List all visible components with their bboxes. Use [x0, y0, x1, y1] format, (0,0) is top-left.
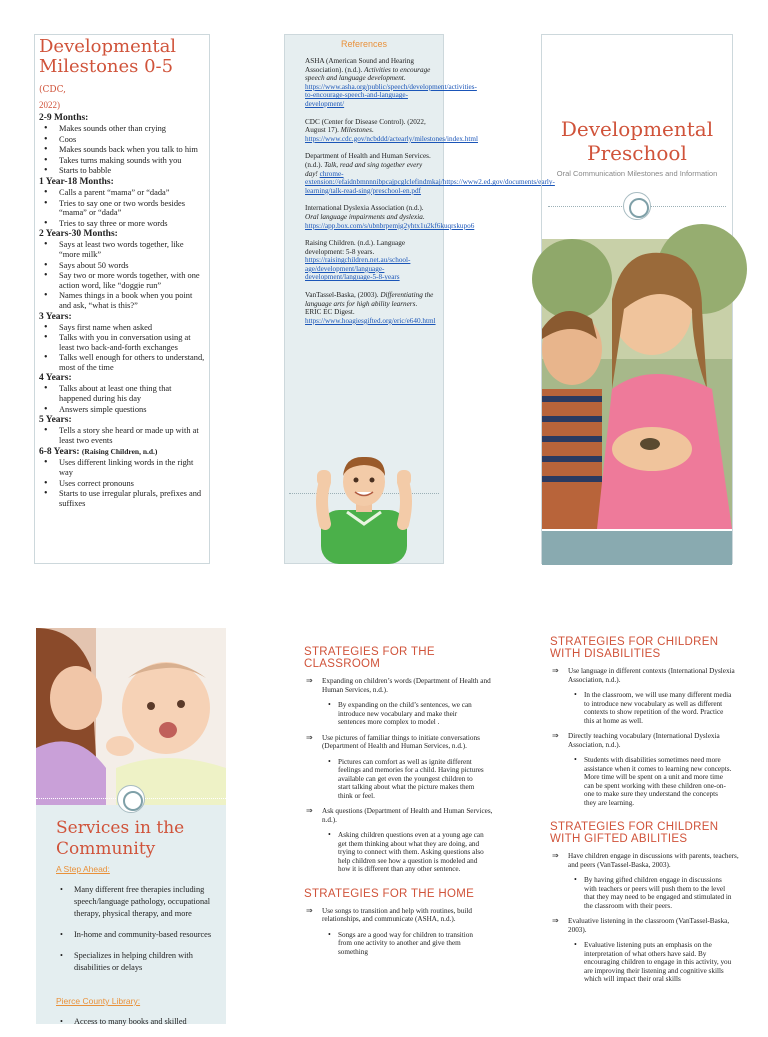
service-item: • In-home and community-based resources [56, 929, 224, 941]
service-item: • Access to many books and skilled [56, 1016, 224, 1028]
children-photo [542, 239, 732, 529]
milestone-list [39, 188, 205, 228]
age-citation: (Raising Children, n.d.) [81, 447, 158, 457]
gifted-list [550, 852, 742, 984]
milestones-title: Developmental Milestones 0-5 (CDC, [39, 36, 177, 95]
services-list-step-ahead [56, 884, 224, 983]
strategy-item [550, 917, 742, 934]
gifted-heading: STRATEGIES FOR CHILDREN WITH GIFTED ABILITIES [550, 821, 719, 845]
arrow-icon: ⇒ [306, 676, 313, 685]
reference-text: Raising Children. (n.d.). Language development: 5-8 years. [305, 239, 406, 256]
arrow-icon: ⇒ [552, 731, 559, 740]
arrow-icon: ⇒ [306, 732, 313, 742]
service-item: • Many different free therapies including speech/language pathology, occupational therapy, physical therapy, and more [56, 884, 224, 920]
services-subheading-step-ahead: A Step Ahead: [56, 864, 110, 874]
milestone-item: • Say two or more words together, with one action word, like “doggie run” [39, 271, 205, 290]
references-heading: References [340, 39, 388, 49]
services-subheading-library: Pierce County Library: [56, 996, 141, 1006]
milestone-item: • Talks well enough for others to understand, most of the time [39, 353, 205, 372]
disabilities-heading: STRATEGIES FOR CHILDREN WITH DISABILITIES [550, 636, 719, 660]
milestone-item: • Talks about at least one thing that happened during his day [39, 384, 205, 403]
strategy-detail: • Evaluative listening puts an emphasis on the interpretation of what others have said. By encouraging children to engage in this activity, you are improving their listening and cognitive skills which will impact their oral skills [550, 941, 742, 984]
ring-ornament [117, 785, 145, 813]
strategy-detail: • By having gifted children engage in discussions with teachers or peers will push them to the level that they may need to be engaged and stimulated in the classroom with their peers. [550, 876, 742, 910]
milestone-item: • Starts to use irregular plurals, prefixes and suffixes [39, 489, 205, 508]
milestone-age-heading [39, 446, 205, 458]
milestone-age-heading [39, 177, 205, 188]
milestone-item: • Says at least two words together, like “more milk” [39, 240, 205, 259]
milestone-item: • Tries to say three or more words [39, 219, 205, 229]
strategy-item [304, 807, 494, 824]
milestone-age-heading [39, 113, 205, 124]
ring-ornament [623, 192, 651, 220]
arrow-icon: ⇒ [306, 905, 313, 915]
age-label: 3 Years: [39, 311, 72, 322]
services-list-library [56, 1016, 224, 1037]
disabilities-list [550, 667, 742, 807]
milestone-item: • Makes sounds other than crying [39, 124, 205, 134]
strategy-text: Directly teaching vocabulary (International Dyslexia Association, n.d.). [568, 732, 720, 749]
classroom-heading: STRATEGIES FOR THE CLASSROOM [304, 646, 435, 670]
strategies-disabilities-gifted-panel [550, 636, 742, 1024]
references-panel [284, 34, 555, 564]
milestone-age-heading [39, 415, 205, 426]
strategy-item [550, 852, 742, 869]
strategy-detail: • Songs are a good way for children to transition from one activity to another and give them something [304, 931, 494, 957]
references-list [285, 49, 555, 325]
cover-band [542, 531, 732, 565]
reference-link[interactable]: https://raisingchildren.net.au/school-age/development/language-development/language-5-8-years [305, 256, 411, 282]
cover-panel [541, 34, 733, 564]
strategy-item [304, 677, 494, 694]
reference-text-after: . [403, 74, 406, 83]
reference-title: Oral language impairments and dyslexia [305, 212, 423, 221]
strategy-detail: • Asking children questions even at a young age can get them thinking about what they are doing, and trying to connect with them. Asking questions also help children see how a question is modeled and how it is different than any other sentence. [304, 831, 494, 874]
arrow-icon: ⇒ [552, 666, 559, 675]
reference-link[interactable]: chrome-extension://efaidnbmnnnibpcajpcglclefindmkaj/https://www2.ed.gov/documents/early-learning/talk-read-sing/preschool-en.pdf [305, 169, 555, 195]
milestones-list [39, 113, 205, 508]
milestone-item: • Makes sounds back when you talk to him [39, 145, 205, 155]
strategy-detail: • By expanding on the child’s sentences, we can introduce new vocabulary and make their sentences more complex to model . [304, 701, 494, 727]
cover-subtitle: Oral Communication Milestones and Information [556, 169, 718, 178]
reference-entry [305, 204, 475, 230]
strategy-text: Use pictures of familiar things to initiate conversations (Department of Health and Human Services, n.d.). [322, 733, 480, 750]
milestone-item: • Tries to say one or two words besides “mama” or “dada” [39, 199, 205, 218]
milestone-list [39, 240, 205, 310]
arrow-icon: ⇒ [306, 806, 313, 815]
reference-text: Department of Health and Human Services. (n.d.). [305, 152, 431, 169]
mother-baby-photo [36, 628, 226, 805]
reference-entry [305, 117, 478, 144]
reference-text-after: . [371, 126, 374, 135]
strategy-item [304, 734, 494, 751]
arrow-icon: ⇒ [552, 916, 559, 925]
milestone-item: • Uses correct pronouns [39, 479, 205, 489]
cover-title: Developmental Preschool [560, 117, 714, 165]
milestone-item: • Says about 50 words [39, 261, 205, 271]
reference-entry [305, 57, 477, 109]
classroom-list [304, 677, 494, 874]
reference-text: International Dyslexia Association (n.d.). [305, 204, 424, 213]
reference-entry [305, 291, 435, 325]
milestone-item: • Starts to babble [39, 166, 205, 176]
strategy-text: Ask questions (Department of Health and Human Services, n.d.). [322, 807, 493, 824]
milestone-item: • Uses different linking words in the right way [39, 458, 205, 477]
milestones-panel [34, 34, 210, 564]
reference-text-after: . ERIC EC Digest. [305, 299, 418, 317]
reference-text: ASHA (American Sound and Hearing Association). (n.d.). [305, 57, 414, 74]
home-heading: STRATEGIES FOR THE HOME [304, 887, 475, 900]
strategy-text: Have children engage in discussions with parents, teachers, and peers (VanTassel-Baska, 2003). [568, 852, 739, 869]
strategy-item [550, 667, 742, 684]
reference-title: Activities to encourage speech and language development [305, 65, 431, 83]
milestone-item: • Talks with you in conversation using at least two back-and-forth exchanges [39, 333, 205, 352]
reference-text: CDC (Center for Disease Control). (2022, August 17). [305, 117, 426, 135]
milestone-list [39, 124, 205, 176]
age-label: 2 Years-30 Months: [39, 229, 118, 240]
reference-link[interactable]: https://app.box.com/s/ubnbrpemjg2yhtx1u2kf6kuqrskupo6 [305, 221, 475, 230]
milestones-citation: 2022) [39, 100, 60, 110]
strategies-classroom-home-panel [304, 646, 494, 1024]
milestone-item: • Tells a story she heard or made up with at least two events [39, 426, 205, 445]
milestone-age-heading [39, 229, 205, 240]
milestone-list [39, 426, 205, 445]
age-label: 2-9 Months: [39, 113, 89, 123]
reference-title: Differentiating the language arts for high ability learners [305, 291, 434, 308]
strategy-item [304, 907, 494, 924]
strategy-text: Evaluative listening in the classroom (VanTassel-Baska, 2003). [568, 917, 730, 934]
milestone-age-heading [39, 373, 205, 384]
strategy-text: Use language in different contexts (International Dyslexia Association, n.d.). [568, 667, 735, 684]
milestone-list [39, 323, 205, 373]
reference-entry [305, 239, 435, 282]
home-list [304, 907, 494, 957]
strategy-item [550, 732, 742, 749]
reference-entry [305, 152, 555, 195]
reference-title: Milestones [340, 126, 372, 135]
strategy-detail: • Students with disabilities sometimes need more assistance when it comes to learning new concepts. More time will be spent on a unit and more time can be spent working with these children one-on-one to make sure they understand the concepts they are learning. [550, 756, 742, 807]
reference-text: VanTassel-Baska, (2003). [305, 291, 381, 300]
services-panel [36, 628, 226, 1024]
arrow-icon: ⇒ [552, 851, 559, 860]
services-title: Services in the Community [56, 818, 185, 859]
milestone-item: • Takes turns making sounds with you [39, 156, 205, 166]
milestone-item: • Coos [39, 135, 205, 145]
milestone-list [39, 384, 205, 414]
age-label: 6-8 Years: [39, 447, 80, 458]
reference-link[interactable]: https://www.hoagiesgifted.org/eric/e640.html [305, 316, 436, 325]
milestone-item: • Says first name when asked [39, 323, 205, 333]
milestone-item: • Answers simple questions [39, 405, 205, 415]
milestone-item: • Calls a parent “mama” or “dada” [39, 188, 205, 198]
thumbs-up-boy-photo [285, 452, 443, 564]
strategy-text: Expanding on children’s words (Department of Health and Human Services, n.d.). [322, 677, 491, 694]
age-label: 4 Years: [39, 373, 72, 384]
milestone-item: • Names things in a book when you point and ask, “what is this?” [39, 291, 205, 310]
milestone-age-heading [39, 312, 205, 323]
strategy-text: Use songs to transition and help with routines, build relationships, and communicate (ASHA, n.d.). [322, 906, 472, 923]
age-label: 5 Years: [39, 415, 72, 426]
milestone-list [39, 458, 205, 508]
reference-link[interactable]: https://www.asha.org/public/speech/development/activities-to-encourage-speech-and-language-development/ [305, 82, 477, 108]
strategy-detail: • In the classroom, we will use many different media to introduce new vocabulary as well as different contexts to show repetition of the word. Practice this at home as well. [550, 691, 742, 725]
reference-title: Talk, read and sing together every day! [305, 160, 423, 178]
age-label: 1 Year-18 Months: [39, 176, 114, 187]
reference-text-after: . [422, 212, 425, 221]
reference-link[interactable]: https://www.cdc.gov/ncbddd/actearly/milestones/index.html [305, 134, 478, 143]
strategy-detail: • Pictures can comfort as well as ignite different feelings and memories for a child. Having pictures available can get even the youngest children to start talking about what the picture makes them think or feel. [304, 758, 494, 801]
service-item: • Specializes in helping children with disabilities or delays [56, 950, 224, 974]
